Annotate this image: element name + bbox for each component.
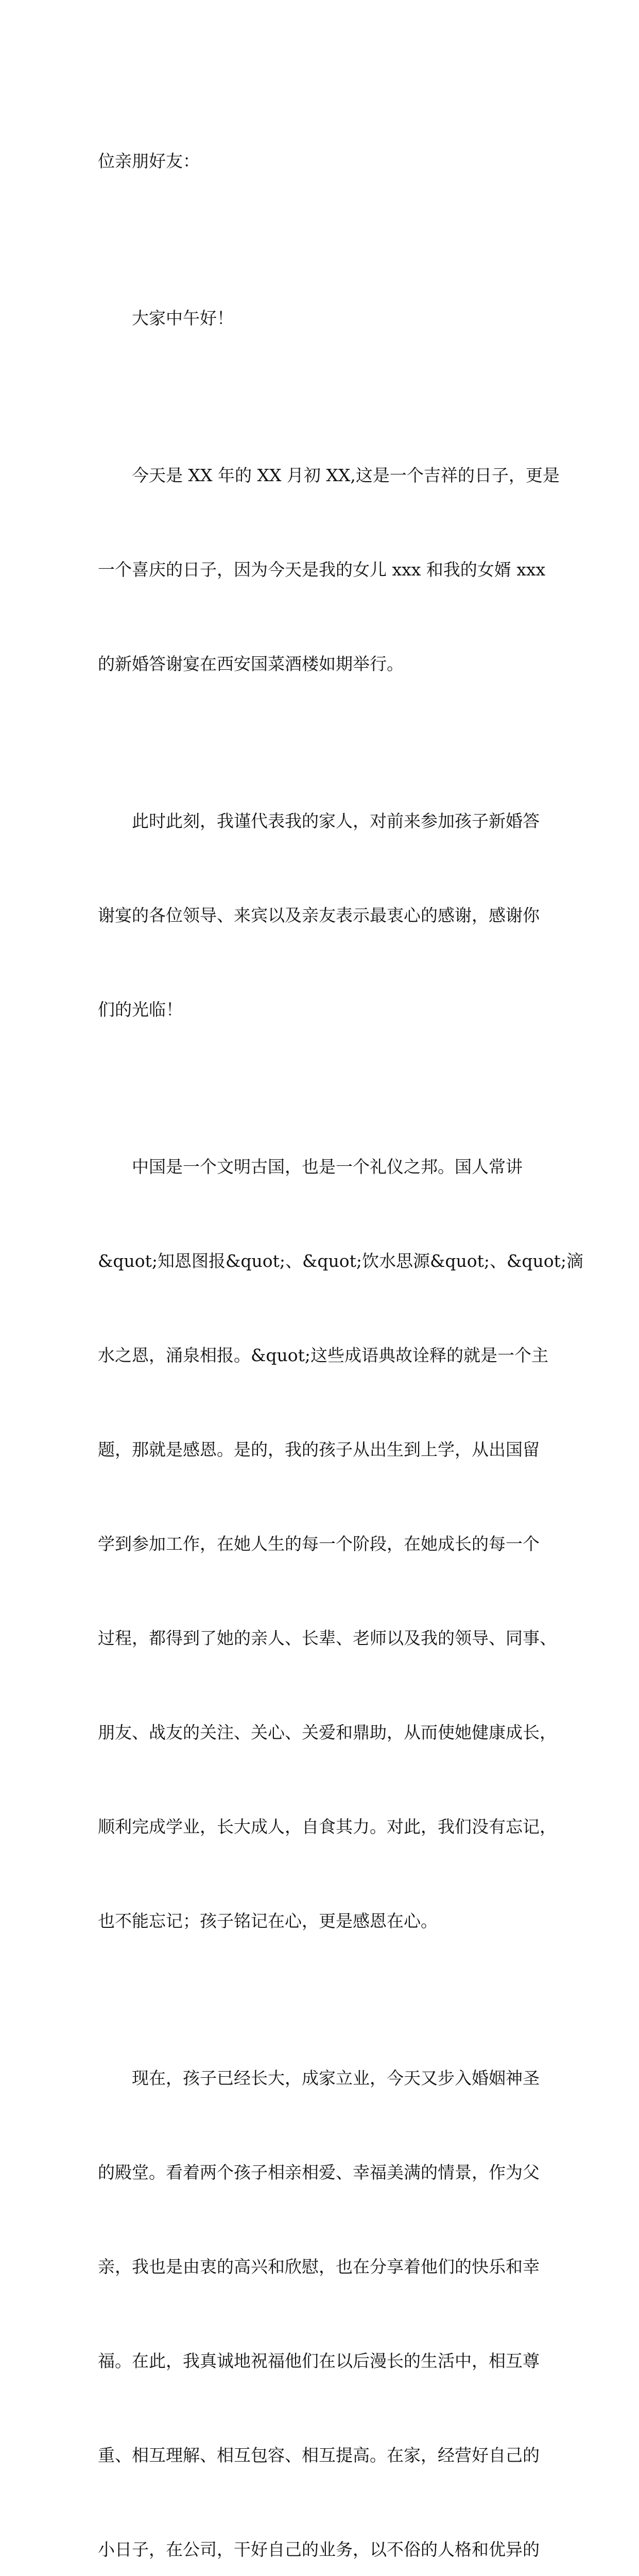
text-line: 亲，我也是由衷的高兴和欣慰，也在分享着他们的快乐和幸: [98, 2257, 540, 2277]
text-line: 朋友、战友的关注、关心、关爱和鼎助，从而使她健康成长，: [98, 1722, 557, 1742]
text-line: 的殿堂。看着两个孩子相亲相爱、幸福美满的情景，作为父: [98, 2162, 540, 2182]
text-line: 小日子，在公司，干好自己的业务，以不俗的人格和优异的: [98, 2539, 540, 2560]
text-line: 顺利完成学业，长大成人，自食其力。对此，我们没有忘记，: [98, 1817, 557, 1837]
text-line: 今天是 XX 年的 XX 月初 XX,这是一个吉祥的日子，更是: [132, 465, 560, 485]
paragraph-blessing: [98, 1999, 541, 2576]
text-line: 谢宴的各位领导、来宾以及亲友表示最衷心的感谢，感谢你: [98, 905, 540, 925]
text-line: 的新婚答谢宴在西安国菜酒楼如期举行。: [98, 654, 404, 674]
paragraph-greeting: [98, 240, 541, 397]
text-line: 重、相互理解、相互包容、相互提高。在家，经营好自己的: [98, 2445, 540, 2465]
text-line: 水之恩，涌泉相报。&quot;这些成语典故诠释的就是一个主: [98, 1345, 548, 1365]
paragraph-thanks: [98, 742, 541, 1088]
text-line: 福。在此，我真诚地祝福他们在以后漫长的生活中，相互尊: [98, 2351, 540, 2371]
text-line: 大家中午好！: [132, 308, 234, 328]
text-line: 位亲朋好友：: [98, 151, 200, 171]
text-line: 现在，孩子已经长大，成家立业，今天又步入婚姻神圣: [132, 2068, 540, 2088]
text-line: 过程，都得到了她的亲人、长辈、老师以及我的领导、同事、: [98, 1628, 557, 1648]
text-line: 们的光临！: [98, 999, 183, 1020]
text-line: 中国是一个文明古国，也是一个礼仪之邦。国人常讲: [132, 1157, 523, 1177]
text-line: &quot;知恩图报&quot;、&quot;饮水思源&quot;、&quot;滴: [98, 1251, 583, 1271]
paragraph-occasion: [98, 397, 560, 742]
text-line: 题，那就是感恩。是的，我的孩子从出生到上学，从出国留: [98, 1439, 540, 1460]
text-line: 学到参加工作，在她人生的每一个阶段，在她成长的每一个: [98, 1534, 540, 1554]
text-line: 此时此刻，我谨代表我的家人，对前来参加孩子新婚答: [132, 811, 540, 831]
document-body: [98, 82, 583, 2576]
text-line: 一个喜庆的日子，因为今天是我的女儿 xxx 和我的女婿 xxx: [98, 560, 546, 580]
text-line: 也不能忘记；孩子铭记在心，更是感恩在心。: [98, 1911, 438, 1931]
paragraph-salutation: [98, 82, 541, 240]
paragraph-gratitude: [98, 1088, 583, 1999]
